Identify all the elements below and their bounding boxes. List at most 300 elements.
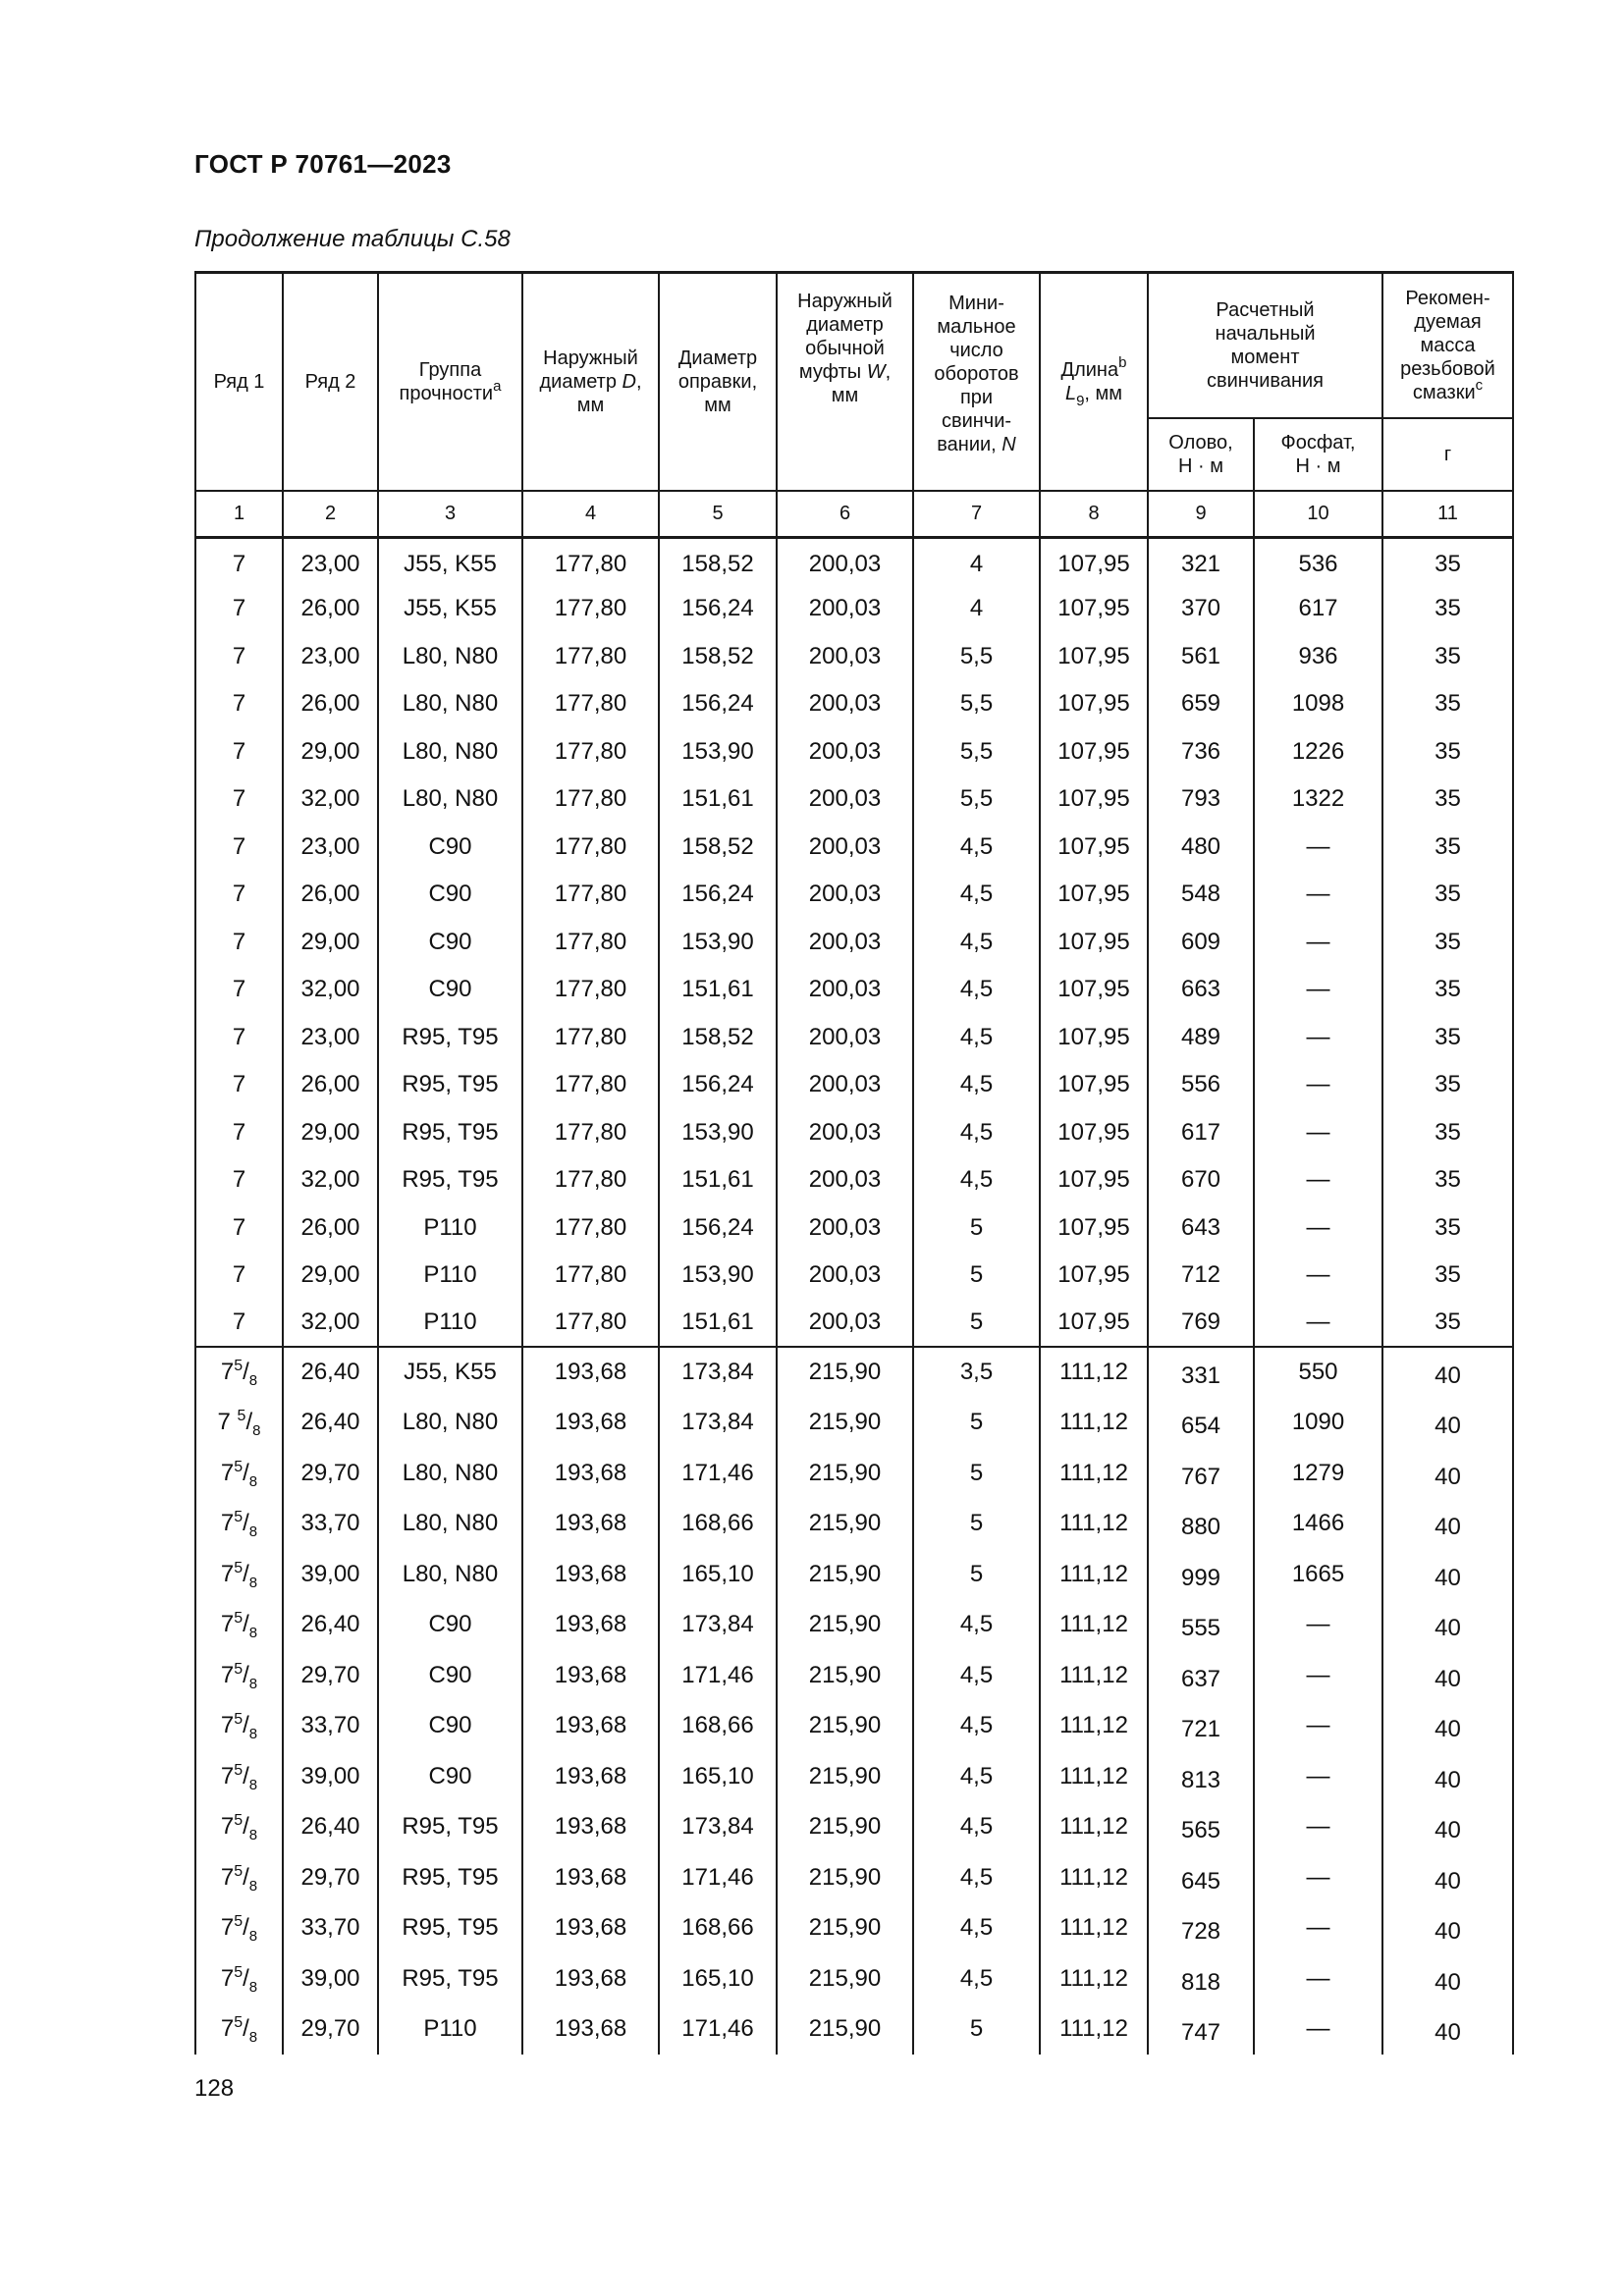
table-cell: 670	[1148, 1156, 1254, 1204]
table-row	[195, 1650, 1513, 1701]
table-cell: 40	[1382, 1549, 1513, 1600]
table-cell: 4	[913, 585, 1040, 633]
table-cell: —	[1254, 966, 1382, 1014]
table-cell: 177,80	[522, 1204, 659, 1253]
table-cell: 4,5	[913, 1650, 1040, 1701]
table-cell: 35	[1382, 775, 1513, 824]
table-cell: 40	[1382, 1802, 1513, 1853]
table-cell: 5,5	[913, 633, 1040, 681]
table-cell: 200,03	[777, 1061, 913, 1109]
table-cell: 7	[195, 966, 283, 1014]
table-cell: 561	[1148, 633, 1254, 681]
table-cell: L80, N80	[378, 1549, 522, 1600]
table-cell: P110	[378, 1300, 522, 1348]
table-cell: 165,10	[659, 1953, 777, 2004]
table-cell: 7	[195, 824, 283, 872]
table-cell: —	[1254, 1204, 1382, 1253]
table-cell: R95, T95	[378, 1014, 522, 1062]
table-cell: 4,5	[913, 1751, 1040, 1802]
table-cell: 536	[1254, 538, 1382, 586]
column-number: 2	[283, 491, 378, 538]
column-numbers-row	[195, 491, 1513, 538]
table-cell: 654	[1148, 1398, 1254, 1449]
table-cell: 32,00	[283, 1300, 378, 1348]
table-cell: 39,00	[283, 1549, 378, 1600]
table-cell: 4,5	[913, 919, 1040, 967]
table-cell: 107,95	[1040, 1252, 1148, 1300]
table-cell: 158,52	[659, 538, 777, 586]
table-cell: 7	[195, 1014, 283, 1062]
table-cell: 7	[195, 585, 283, 633]
table-cell: 767	[1148, 1448, 1254, 1499]
table-cell: —	[1254, 1156, 1382, 1204]
table-cell: 153,90	[659, 1252, 777, 1300]
table-cell: 29,00	[283, 1109, 378, 1157]
table-cell: R95, T95	[378, 1953, 522, 2004]
table-cell: 29,00	[283, 919, 378, 967]
table-cell: 107,95	[1040, 919, 1148, 967]
table-cell: 107,95	[1040, 966, 1148, 1014]
table-cell: 26,40	[283, 1398, 378, 1449]
column-number: 3	[378, 491, 522, 538]
table-cell: —	[1254, 1953, 1382, 2004]
table-cell: R95, T95	[378, 1852, 522, 1903]
table-cell: 5	[913, 2004, 1040, 2056]
standard-designation: ГОСТ Р 70761—2023	[194, 149, 452, 179]
table-cell: 171,46	[659, 1650, 777, 1701]
table-cell: 5	[913, 1499, 1040, 1550]
header-strength-group: Группа прочности$^a$	[378, 273, 522, 491]
table-cell: 215,90	[777, 1347, 913, 1398]
table-cell: 818	[1148, 1953, 1254, 2004]
table-cell: 617	[1148, 1109, 1254, 1157]
table-cell: 29,00	[283, 728, 378, 776]
table-cell: 177,80	[522, 1252, 659, 1300]
table-cell: 171,46	[659, 1448, 777, 1499]
table-row	[195, 919, 1513, 967]
table-cell: 151,61	[659, 775, 777, 824]
table-cell: 936	[1254, 633, 1382, 681]
table-cell: 156,24	[659, 871, 777, 919]
table-cell: 7	[195, 1061, 283, 1109]
table-cell: 158,52	[659, 824, 777, 872]
table-row	[195, 966, 1513, 1014]
table-cell: 3,5	[913, 1347, 1040, 1398]
table-cell: 26,00	[283, 585, 378, 633]
table-cell: 193,68	[522, 1701, 659, 1752]
table-row	[195, 1499, 1513, 1550]
table-cell: 177,80	[522, 871, 659, 919]
table-cell: 40	[1382, 1903, 1513, 1954]
table-cell: $7^5/_8$	[195, 1903, 283, 1954]
table-cell: $7^5/_8$	[195, 2004, 283, 2056]
table-cell: 177,80	[522, 538, 659, 586]
table-cell: 193,68	[522, 1499, 659, 1550]
table-cell: 5,5	[913, 680, 1040, 728]
table-cell: 35	[1382, 871, 1513, 919]
table-cell: 193,68	[522, 1448, 659, 1499]
table-cell: 107,95	[1040, 1156, 1148, 1204]
table-cell: 40	[1382, 1448, 1513, 1499]
table-cell: 39,00	[283, 1953, 378, 2004]
table-cell: 7 $^5/_8$	[195, 1398, 283, 1449]
table-row	[195, 1852, 1513, 1903]
table-cell: 29,70	[283, 1448, 378, 1499]
header-phosphate: Фосфат, Н · м	[1254, 418, 1382, 491]
table-cell: —	[1254, 1701, 1382, 1752]
table-cell: L80, N80	[378, 633, 522, 681]
table-cell: P110	[378, 2004, 522, 2056]
table-cell: 177,80	[522, 775, 659, 824]
table-cell: 1466	[1254, 1499, 1382, 1550]
table-cell: C90	[378, 1701, 522, 1752]
table-cell: 107,95	[1040, 775, 1148, 824]
table-cell: 107,95	[1040, 585, 1148, 633]
table-cell: 4,5	[913, 1802, 1040, 1853]
table-cell: 23,00	[283, 633, 378, 681]
table-cell: 321	[1148, 538, 1254, 586]
table-cell: 609	[1148, 919, 1254, 967]
table-cell: 4,5	[913, 966, 1040, 1014]
column-number: 8	[1040, 491, 1148, 538]
table-cell: 5,5	[913, 728, 1040, 776]
page-number: 128	[194, 2075, 235, 2102]
table-cell: 40	[1382, 1701, 1513, 1752]
table-cell: —	[1254, 2004, 1382, 2056]
table-cell: 215,90	[777, 1398, 913, 1449]
table-cell: 5	[913, 1252, 1040, 1300]
table-cell: 331	[1148, 1347, 1254, 1398]
table-cell: 168,66	[659, 1499, 777, 1550]
table-cell: 7	[195, 538, 283, 586]
table-cell: 4,5	[913, 1014, 1040, 1062]
data-table	[194, 271, 1514, 2055]
table-row	[195, 1701, 1513, 1752]
header-torque-group: Расчетный начальный момент свинчивания	[1148, 273, 1382, 418]
table-cell: 156,24	[659, 680, 777, 728]
table-cell: —	[1254, 1061, 1382, 1109]
table-cell: 177,80	[522, 919, 659, 967]
table-cell: C90	[378, 1600, 522, 1651]
table-cell: 7	[195, 1252, 283, 1300]
table-cell: 173,84	[659, 1398, 777, 1449]
table-cell: 29,70	[283, 1650, 378, 1701]
table-cell: 26,00	[283, 1061, 378, 1109]
table-cell: 7	[195, 919, 283, 967]
table-cell: 4,5	[913, 1852, 1040, 1903]
table-cell: 40	[1382, 1650, 1513, 1701]
table-row	[195, 1014, 1513, 1062]
table-cell: C90	[378, 919, 522, 967]
table-cell: 7	[195, 680, 283, 728]
table-cell: 111,12	[1040, 2004, 1148, 2056]
table-cell: 40	[1382, 1953, 1513, 2004]
header-length: Длина$^b$ $L_9$, мм	[1040, 273, 1148, 491]
table-cell: 177,80	[522, 680, 659, 728]
table-row	[195, 1300, 1513, 1348]
table-row	[195, 1204, 1513, 1253]
table-cell: 151,61	[659, 966, 777, 1014]
table-cell: 4,5	[913, 1903, 1040, 1954]
table-cell: 39,00	[283, 1751, 378, 1802]
table-cell: 111,12	[1040, 1600, 1148, 1651]
table-cell: 35	[1382, 1156, 1513, 1204]
table-cell: 111,12	[1040, 1802, 1148, 1853]
table-cell: 193,68	[522, 1953, 659, 2004]
table-cell: 200,03	[777, 775, 913, 824]
table-cell: 165,10	[659, 1751, 777, 1802]
header-min-turns: Мини-мальное число оборотов при свинчи-вании, N	[913, 273, 1040, 491]
table-cell: C90	[378, 1650, 522, 1701]
table-cell: 107,95	[1040, 824, 1148, 872]
table-cell: 111,12	[1040, 1448, 1148, 1499]
table-cell: 200,03	[777, 1300, 913, 1348]
table-cell: 153,90	[659, 728, 777, 776]
table-row	[195, 1751, 1513, 1802]
table-cell: 111,12	[1040, 1398, 1148, 1449]
table-cell: 26,40	[283, 1802, 378, 1853]
table-cell: $7^5/_8$	[195, 1751, 283, 1802]
table-cell: L80, N80	[378, 1398, 522, 1449]
table-cell: 32,00	[283, 1156, 378, 1204]
table-cell: 156,24	[659, 1204, 777, 1253]
table-cell: 111,12	[1040, 1549, 1148, 1600]
table-cell: 177,80	[522, 1014, 659, 1062]
table-cell: 4	[913, 538, 1040, 586]
table-cell: 4,5	[913, 871, 1040, 919]
table-cell: 5,5	[913, 775, 1040, 824]
table-cell: C90	[378, 871, 522, 919]
table-cell: 663	[1148, 966, 1254, 1014]
table-cell: 200,03	[777, 824, 913, 872]
table-cell: 5	[913, 1398, 1040, 1449]
table-cell: 200,03	[777, 633, 913, 681]
table-cell: —	[1254, 871, 1382, 919]
table-cell: 107,95	[1040, 538, 1148, 586]
table-cell: 215,90	[777, 1903, 913, 1954]
table-cell: 107,95	[1040, 680, 1148, 728]
table-cell: 200,03	[777, 538, 913, 586]
table-cell: 4,5	[913, 1701, 1040, 1752]
table-cell: 7	[195, 1109, 283, 1157]
table-cell: 215,90	[777, 1802, 913, 1853]
table-cell: 200,03	[777, 1204, 913, 1253]
table-cell: 193,68	[522, 2004, 659, 2056]
table-cell: 5	[913, 1300, 1040, 1348]
table-cell: 565	[1148, 1802, 1254, 1853]
table-cell: $7^5/_8$	[195, 1549, 283, 1600]
column-number: 9	[1148, 491, 1254, 538]
table-cell: 4,5	[913, 824, 1040, 872]
table-cell: 1090	[1254, 1398, 1382, 1449]
table-row	[195, 728, 1513, 776]
table-cell: 1322	[1254, 775, 1382, 824]
table-cell: 158,52	[659, 1014, 777, 1062]
table-cell: 813	[1148, 1751, 1254, 1802]
table-cell: 107,95	[1040, 728, 1148, 776]
table-cell: 40	[1382, 1852, 1513, 1903]
table-cell: 107,95	[1040, 633, 1148, 681]
table-cell: 177,80	[522, 1300, 659, 1348]
table-cell: 35	[1382, 1204, 1513, 1253]
table-cell: 200,03	[777, 680, 913, 728]
table-cell: L80, N80	[378, 728, 522, 776]
table-row	[195, 1802, 1513, 1853]
table-cell: 35	[1382, 824, 1513, 872]
table-cell: 29,00	[283, 1252, 378, 1300]
table-cell: 171,46	[659, 1852, 777, 1903]
table-cell: 107,95	[1040, 1061, 1148, 1109]
table-row	[195, 680, 1513, 728]
table-cell: 721	[1148, 1701, 1254, 1752]
table-cell: 107,95	[1040, 1300, 1148, 1348]
table-caption: Продолжение таблицы С.58	[194, 226, 511, 252]
table-cell: 177,80	[522, 728, 659, 776]
table-row	[195, 1109, 1513, 1157]
table-cell: 35	[1382, 585, 1513, 633]
table-cell: 7	[195, 1156, 283, 1204]
table-cell: 177,80	[522, 824, 659, 872]
table-cell: 736	[1148, 728, 1254, 776]
table-cell: 5	[913, 1549, 1040, 1600]
table-cell: 999	[1148, 1549, 1254, 1600]
table-cell: $7^5/_8$	[195, 1499, 283, 1550]
table-cell: J55, K55	[378, 538, 522, 586]
column-number: 10	[1254, 491, 1382, 538]
table-cell: 200,03	[777, 919, 913, 967]
table-cell: 4,5	[913, 1600, 1040, 1651]
table-row	[195, 633, 1513, 681]
table-cell: 107,95	[1040, 871, 1148, 919]
table-cell: 35	[1382, 966, 1513, 1014]
table-cell: 556	[1148, 1061, 1254, 1109]
table-cell: P110	[378, 1204, 522, 1253]
table-row	[195, 538, 1513, 586]
table-cell: R95, T95	[378, 1061, 522, 1109]
table-cell: 35	[1382, 1109, 1513, 1157]
table-cell: 370	[1148, 585, 1254, 633]
table-cell: J55, K55	[378, 1347, 522, 1398]
table-cell: 747	[1148, 2004, 1254, 2056]
table-cell: 173,84	[659, 1600, 777, 1651]
table-cell: 165,10	[659, 1549, 777, 1600]
table-cell: 215,90	[777, 1953, 913, 2004]
table-cell: L80, N80	[378, 775, 522, 824]
table-cell: 111,12	[1040, 1347, 1148, 1398]
table-cell: 550	[1254, 1347, 1382, 1398]
table-cell: 40	[1382, 1347, 1513, 1398]
table-cell: 215,90	[777, 1448, 913, 1499]
table-cell: 215,90	[777, 1650, 913, 1701]
table-cell: 193,68	[522, 1650, 659, 1701]
table-cell: 7	[195, 633, 283, 681]
table-cell: 32,00	[283, 966, 378, 1014]
table-cell: 880	[1148, 1499, 1254, 1550]
table-cell: 548	[1148, 871, 1254, 919]
table-cell: 40	[1382, 1398, 1513, 1449]
column-number: 7	[913, 491, 1040, 538]
table-cell: $7^5/_8$	[195, 1448, 283, 1499]
table-cell: —	[1254, 1650, 1382, 1701]
table-cell: $7^5/_8$	[195, 1701, 283, 1752]
table-cell: 793	[1148, 775, 1254, 824]
table-cell: 35	[1382, 728, 1513, 776]
table-cell: L80, N80	[378, 1448, 522, 1499]
table-cell: 26,00	[283, 871, 378, 919]
table-cell: 111,12	[1040, 1701, 1148, 1752]
table-cell: 151,61	[659, 1300, 777, 1348]
table-cell: 153,90	[659, 919, 777, 967]
table-cell: J55, K55	[378, 585, 522, 633]
table-cell: 200,03	[777, 966, 913, 1014]
table-row	[195, 871, 1513, 919]
table-cell: 158,52	[659, 633, 777, 681]
table-cell: 480	[1148, 824, 1254, 872]
table-cell: 1098	[1254, 680, 1382, 728]
table-cell: $7^5/_8$	[195, 1650, 283, 1701]
table-cell: —	[1254, 1751, 1382, 1802]
table-cell: 168,66	[659, 1903, 777, 1954]
table-cell: 215,90	[777, 1701, 913, 1752]
table-cell: —	[1254, 1903, 1382, 1954]
table-cell: $7^5/_8$	[195, 1953, 283, 2004]
table-cell: 111,12	[1040, 1903, 1148, 1954]
table-cell: 769	[1148, 1300, 1254, 1348]
table-cell: R95, T95	[378, 1156, 522, 1204]
table-row	[195, 1252, 1513, 1300]
table-cell: 107,95	[1040, 1014, 1148, 1062]
table-cell: 4,5	[913, 1953, 1040, 2004]
table-row	[195, 1398, 1513, 1449]
table-cell: 32,00	[283, 775, 378, 824]
table-cell: 168,66	[659, 1701, 777, 1752]
table-cell: 23,00	[283, 538, 378, 586]
table-cell: 659	[1148, 680, 1254, 728]
table-cell: 1665	[1254, 1549, 1382, 1600]
table-cell: 26,00	[283, 1204, 378, 1253]
table-cell: C90	[378, 824, 522, 872]
table-cell: 40	[1382, 1499, 1513, 1550]
table-row	[195, 1549, 1513, 1600]
table-cell: 7	[195, 1204, 283, 1253]
table-cell: —	[1254, 824, 1382, 872]
table-cell: P110	[378, 1252, 522, 1300]
table-cell: 26,00	[283, 680, 378, 728]
header-grease-mass: Рекомен-дуемая масса резьбовой смазки$^c$	[1382, 273, 1513, 418]
table-cell: —	[1254, 1852, 1382, 1903]
header-row2: Ряд 2	[283, 273, 378, 491]
table-row	[195, 1600, 1513, 1651]
table-cell: —	[1254, 919, 1382, 967]
table-cell: 637	[1148, 1650, 1254, 1701]
table-cell: 555	[1148, 1600, 1254, 1651]
table-cell: 23,00	[283, 824, 378, 872]
table-cell: 1279	[1254, 1448, 1382, 1499]
table-cell: R95, T95	[378, 1109, 522, 1157]
table-cell: 200,03	[777, 728, 913, 776]
table-cell: $7^5/_8$	[195, 1802, 283, 1853]
table-cell: C90	[378, 966, 522, 1014]
table-cell: 193,68	[522, 1347, 659, 1398]
table-cell: 193,68	[522, 1398, 659, 1449]
table-cell: 35	[1382, 633, 1513, 681]
table-cell: 215,90	[777, 1852, 913, 1903]
table-cell: —	[1254, 1802, 1382, 1853]
column-number: 4	[522, 491, 659, 538]
table-cell: $7^5/_8$	[195, 1852, 283, 1903]
table-cell: 177,80	[522, 1156, 659, 1204]
table-cell: 7	[195, 1300, 283, 1348]
